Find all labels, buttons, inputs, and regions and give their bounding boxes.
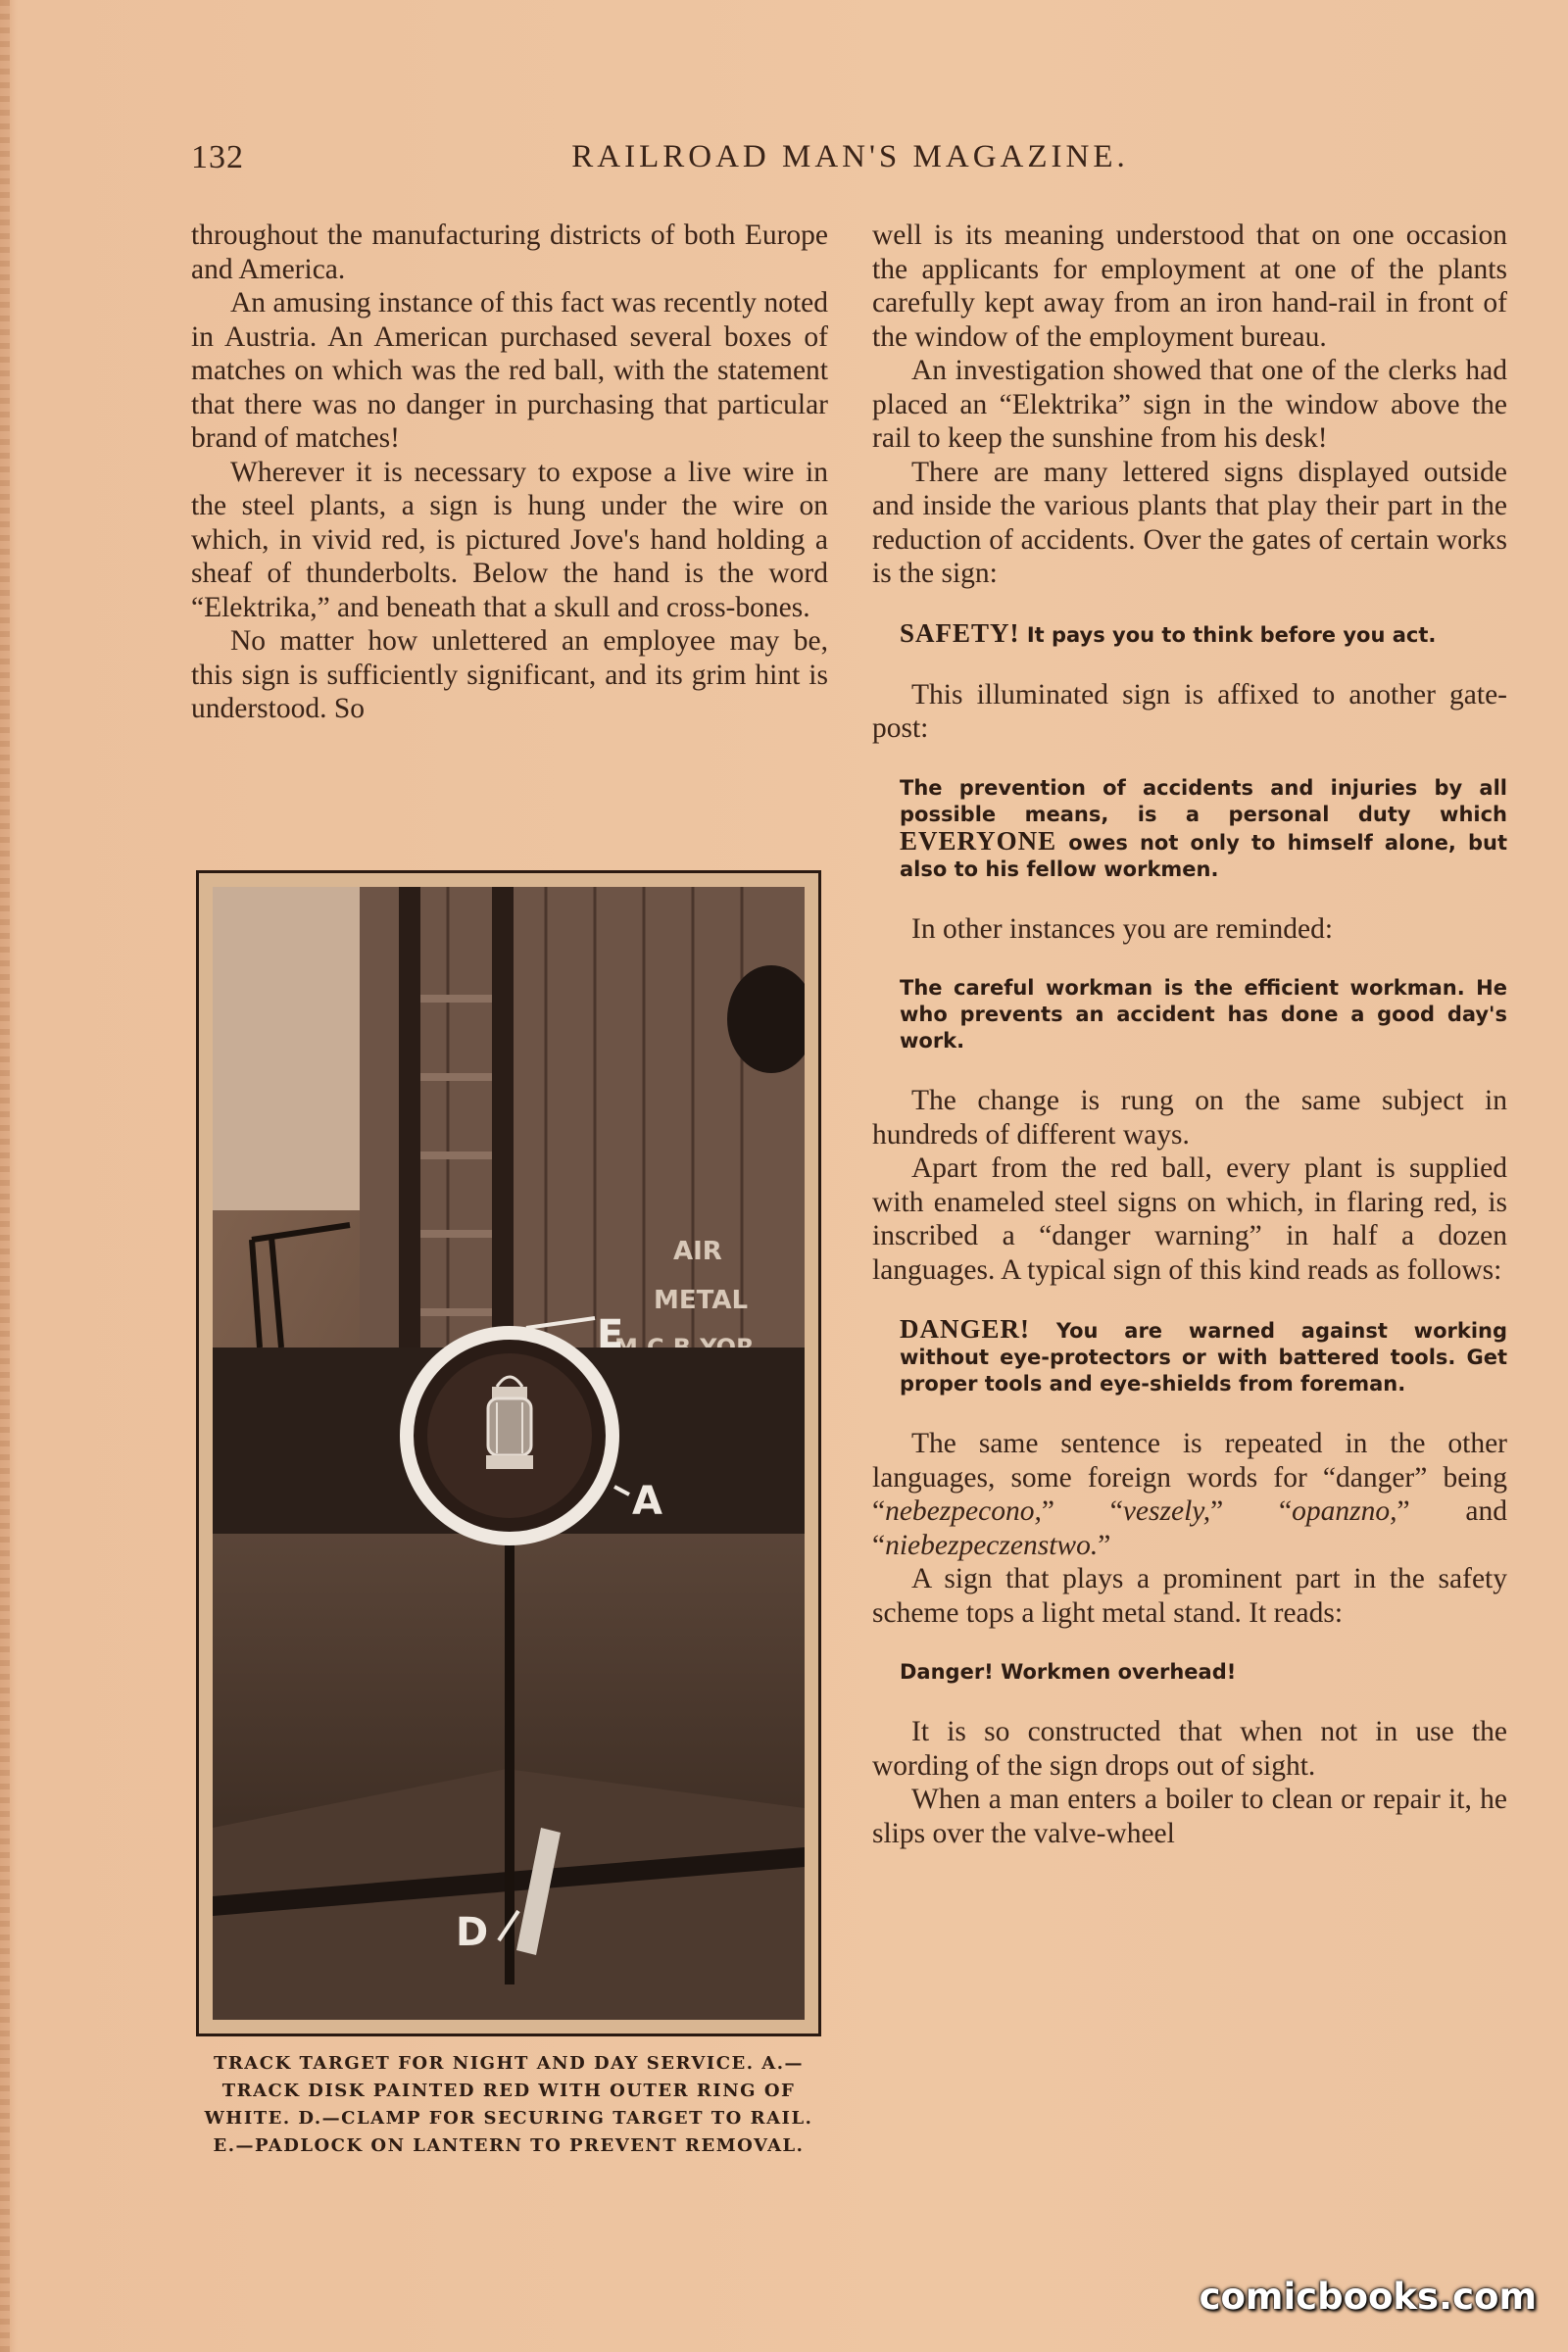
label-e: E <box>597 1312 624 1357</box>
paragraph: A sign that plays a prominent part in the safety scheme tops a light metal stand. It reads: <box>872 1563 1507 1629</box>
paragraph: An amusing instance of this fact was recently noted in Austria. An American purchased several boxes of matches on which was the red ball, with the statement that there was no danger in purchasing that particular brand of matches! <box>191 287 828 454</box>
foreign-word: niebezpeczenstwo. <box>885 1529 1099 1561</box>
foreign-word: nebezpecono, <box>885 1495 1042 1527</box>
paragraph <box>872 1427 1507 1562</box>
page-edge <box>0 0 10 2352</box>
sign-prevention <box>872 775 1507 883</box>
sign-careful-workman: The careful workman is the efficient workman. He who prevents an accident has done a good day's work. <box>900 976 1507 1053</box>
text-run: ” <box>1098 1529 1111 1561</box>
paragraph: In other instances you are reminded: <box>911 912 1334 945</box>
paragraph: The change is rung on the same subject in hundreds of different ways. <box>872 1085 1507 1151</box>
photo-frame <box>196 870 821 2036</box>
page-number: 132 <box>191 139 244 175</box>
car-lettering: AIR <box>673 1237 722 1266</box>
photo-caption: TRACK TARGET FOR NIGHT AND DAY SERVICE. A.—TRACK DISK PAINTED RED WITH OUTER RING OF WHITE. D.—CLAMP FOR SECURING TARGET TO RAIL. E.—PADLOCK ON LANTERN TO PREVENT REMOVAL. <box>204 2053 813 2156</box>
running-head: RAILROAD MAN'S MAGAZINE. <box>571 139 1129 174</box>
label-d: D <box>456 1910 489 1955</box>
watermark: comicbooks.com <box>1199 2276 1537 2318</box>
text-run: The same sentence is repeated in the other languages, some foreign words for “danger” being “ <box>872 1428 1507 1527</box>
sign-lead: SAFETY! <box>900 617 1020 648</box>
text-run: ” and “ <box>872 1495 1508 1561</box>
paragraph: When a man enters a boiler to clean or repair it, he slips over the valve-wheel <box>872 1784 1507 1849</box>
right-column <box>872 219 1507 1850</box>
sign-workmen-overhead: Danger! Workmen overhead! <box>900 1660 1237 1684</box>
text-run: ” “ <box>1210 1495 1293 1527</box>
sign-danger <box>872 1316 1507 1397</box>
text-run: ” “ <box>1041 1495 1123 1527</box>
paragraph: Apart from the red ball, every plant is supplied with enameled steel signs on which, in flaring red, is inscribed a “danger warning” in half a dozen languages. A typical sign of this kind reads as follows: <box>872 1152 1507 1286</box>
car-lettering: METAL <box>654 1286 749 1315</box>
sign-text: It pays you to think before you act. <box>1026 622 1437 647</box>
page-header <box>191 139 1509 183</box>
left-column <box>191 219 828 726</box>
paragraph: There are many lettered signs displayed outside and inside the various plants that play their part in the reduction of accidents. Over the gates of certain works is the sign: <box>872 456 1507 589</box>
paragraph: An investigation showed that one of the clerks had placed an “Elektrika” sign in the window above the rail to keep the sunshine from his desk! <box>872 355 1507 454</box>
paragraph: Wherever it is necessary to expose a live wire in the steel plants, a sign is hung under the wire on which, in vivid red, is pictured Jove's hand holding a sheaf of thunderbolts. Below the hand is the word “Elektrika,” and beneath that a skull and cross-bones. <box>191 456 828 623</box>
foreign-word: opanzno, <box>1292 1495 1397 1527</box>
paragraph: It is so constructed that when not in use the wording of the sign drops out of sight. <box>872 1716 1507 1782</box>
sign-lead: EVERYONE <box>900 825 1057 856</box>
foreign-word: veszely, <box>1122 1495 1211 1527</box>
sign-text: owes not only to himself alone, but also to his fellow workmen. <box>900 830 1508 881</box>
lantern-icon <box>486 1377 533 1469</box>
paragraph: This illuminated sign is affixed to another gate-post: <box>872 678 1507 744</box>
sign-lead: DANGER! <box>900 1314 1030 1344</box>
sign-text: The prevention of accidents and injuries by all possible means, is a personal duty which <box>900 775 1507 826</box>
label-a: A <box>632 1479 662 1524</box>
paragraph: well is its meaning understood that on one occasion the applicants for employment at one of the plants carefully kept away from an iron hand-rail in front of the window of the employment bureau. <box>872 220 1507 353</box>
paragraph: throughout the manufacturing districts of both Europe and America. <box>191 220 828 285</box>
sign-text: You are warned against working without eye-protectors or with battered tools. Get proper tools and eye-shields from foreman. <box>900 1319 1508 1396</box>
track-target-photo <box>213 887 805 2020</box>
sign-safety <box>872 617 1507 649</box>
paragraph: No matter how unlettered an employee may be, this sign is sufficiently significant, and its grim hint is understood. So <box>191 625 828 724</box>
